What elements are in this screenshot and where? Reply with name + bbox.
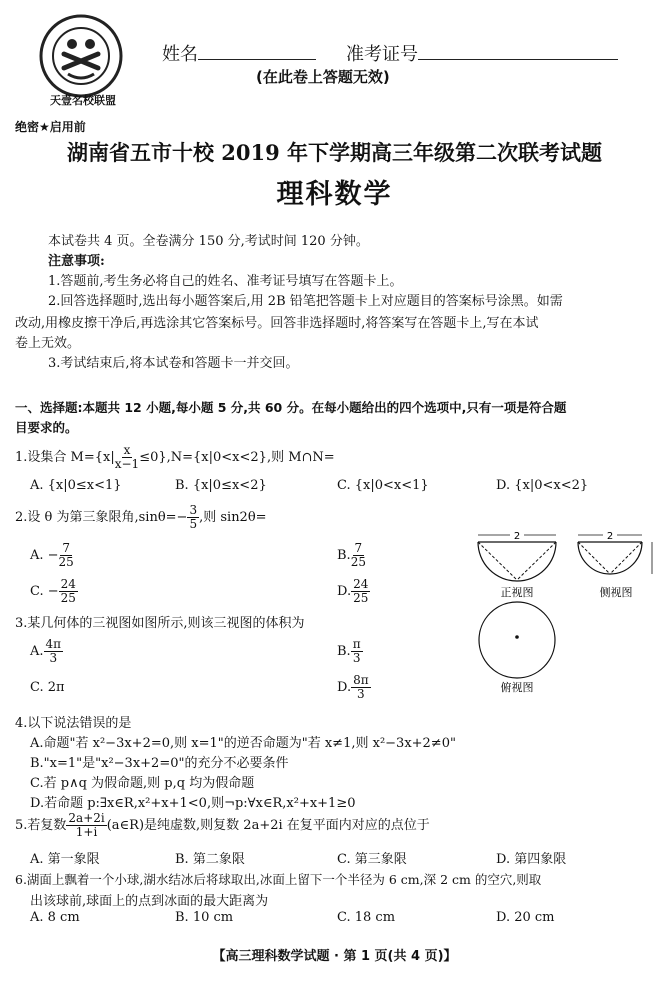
q4-option-b: B."x=1"是"x²−3x+2=0"的充分不必要条件 [30,756,289,771]
section-heading-cont: 目要求的。 [15,420,78,435]
q6-option-b: B. 10 cm [175,910,234,925]
invalid-note: (在此卷上答题无效) [256,68,390,86]
q3-option-c: C. 2π [30,680,65,695]
q4-option-a: A.命题"若 x²−3x+2=0,则 x=1"的逆否命题为"若 x≠1,则 x²−3x+2≠0" [30,736,456,751]
top-view-label: 俯视图 [500,681,534,694]
q6-option-a: A. 8 cm [30,910,80,925]
name-field [162,40,316,66]
note-2-cont: 改动,用橡皮擦干净后,再选涂其它答案标号。回答非选择题时,将答案写在答题卡上,写在本试 [15,316,539,331]
q2-option-c: C. − $\frac{24}{25}$ [30,577,76,605]
q3-option-a: A. $\frac{4\pi}{3}$ [30,637,62,665]
exam-title: 湖南省五市十校 2019 年下学期高三年级第二次联考试题 [66,140,603,165]
section-heading: 一、选择题:本题共 12 小题,每小题 5 分,共 60 分。在每小题给出的四个选项中,只有一项是符合题 [15,400,567,415]
note-3: 3.考试结束后,将本试卷和答题卡一并交回。 [48,356,299,371]
side-view-label: 侧视图 [599,586,633,599]
exam-subject: 理科数学 [276,179,393,210]
intro-text: 本试卷共 4 页。全卷满分 150 分,考试时间 120 分钟。 [48,234,369,249]
question-6: 6.湖面上飘着一个小球,湖水结冰后将球取出,冰面上留下一个半径为 6 cm,深 2 cm 的空穴,则取 [15,872,542,887]
question-2: 2.设 θ 为第三象限角,sinθ=− $\frac{3}{5}$ ,则 sin2θ= [15,503,267,531]
q5-option-b: B. 第二象限 [175,852,245,867]
q5-option-d: D. 第四象限 [496,852,567,867]
note-2-end: 卷上无效。 [15,336,81,351]
q1-option-a: A. {x|0≤x<1} [30,478,122,493]
q1-option-b: B. {x|0≤x<2} [175,478,267,493]
side-dim-label: 2 [606,531,614,542]
page-footer: 【高三理科数学试题 · 第 1 页(共 4 页)】 [212,949,457,964]
q1-option-c: C. {x|0<x<1} [337,478,429,493]
q2-option-b: B. $\frac{7}{25}$ [337,541,366,569]
question-6-cont: 出该球前,球面上的点到冰面的最大距离为 [30,894,269,909]
q3-option-d: D. $\frac{8\pi}{3}$ [337,673,369,701]
question-1: 1.设集合 M={x| $\frac{x}{x-1}$ ≤0},N={x|0<x<2},则 M∩N= [15,443,335,471]
logo-caption: 天壹名校联盟 [50,94,116,107]
notes-title: 注意事项: [48,254,105,269]
note-2: 2.回答选择题时,选出每小题答案后,用 2B 铅笔把答题卡上对应题目的答案标号涂黑。如需 [48,294,563,309]
front-view-label: 正视图 [500,586,534,599]
name-label: 姓名 [162,44,198,65]
q2-fraction: $\frac{3}{5}$ [189,503,198,531]
secret-label: 绝密★启用前 [15,120,86,134]
q5-option-a: A. 第一象限 [30,852,100,867]
q5-fraction: $\frac{2a+2i}{1+i}$ [68,811,105,839]
question-5: 5.若复数 $\frac{2a+2i}{1+i}$ (a∈R)是纯虚数,则复数 2a+2i 在复平面内对应的点位于 [15,811,430,839]
q2-option-a: A. − $\frac{7}{25}$ [30,541,74,569]
q4-option-d: D.若命题 p:∃x∈R,x²+x+1<0,则¬p:∀x∈R,x²+x+1≥0 [30,796,356,811]
question-4: 4.以下说法错误的是 [15,716,132,731]
question-3: 3.某几何体的三视图如图所示,则该三视图的体积为 [15,616,305,631]
q1-option-d: D. {x|0<x<2} [496,478,589,493]
q1-fraction: $\frac{x}{x-1}$ [114,443,140,471]
q5-option-c: C. 第三象限 [337,852,407,867]
q3-option-b: B. $\frac{\pi}{3}$ [337,637,361,665]
exam-id-field [346,40,618,66]
q4-option-c: C.若 p∧q 为假命题,则 p,q 均为假命题 [30,776,255,791]
q2-option-d: D. $\frac{24}{25}$ [337,577,369,605]
q6-option-d: D. 20 cm [496,910,555,925]
q6-option-c: C. 18 cm [337,910,396,925]
three-view-figure [470,530,660,700]
exam-id-label: 准考证号 [346,44,418,65]
note-1: 1.答题前,考生务必将自己的姓名、准考证号填写在答题卡上。 [48,274,403,289]
front-dim-label: 2 [513,531,521,542]
